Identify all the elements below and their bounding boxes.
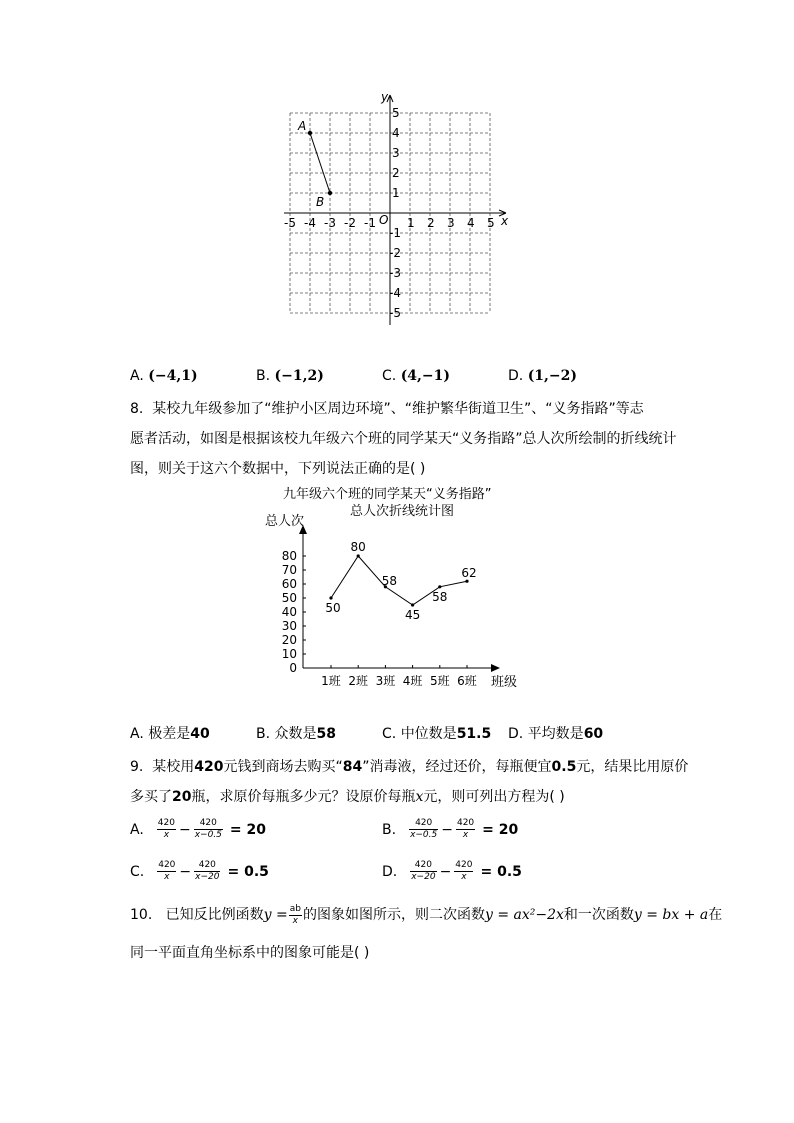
q8-line-1: 某校九年级参加了“维护小区周边环境”、“维护繁华街道卫生”、“义务指路”等志 <box>152 401 644 417</box>
chart-axes <box>265 513 517 690</box>
q9-option-c[interactable] <box>130 860 269 883</box>
fraction: $\frac{420}{x-0.5}$ <box>410 818 438 840</box>
option-text: 极差是 <box>148 726 191 742</box>
q8-option-b[interactable] <box>256 724 336 744</box>
q10-line-2-row <box>130 938 369 968</box>
coordinate-grid-figure <box>280 90 520 330</box>
q8-line-2-row <box>130 424 677 454</box>
y-tick-label: -3 <box>389 266 401 280</box>
chart-series <box>329 554 468 606</box>
q7-option-c[interactable] <box>382 366 450 386</box>
y-tick-label: 4 <box>392 126 400 140</box>
y-tick-label: 30 <box>281 619 297 633</box>
q8-options <box>130 724 690 744</box>
q9-text: 瓶，求原价每瓶多少元？设原价每瓶 <box>191 789 416 805</box>
q7-option-b[interactable] <box>256 366 324 386</box>
y-tick-label: -4 <box>389 286 401 300</box>
x-tick-label: 5班 <box>429 674 450 688</box>
equation-rhs: = 20 <box>229 821 266 838</box>
option-text: 中位数是 <box>400 726 457 742</box>
q8-line-3: 图，则关于这六个数据中，下列说法正确的是( ) <box>130 461 426 477</box>
option-value: 58 <box>316 726 336 742</box>
data-label: 50 <box>325 601 341 615</box>
x-tick-label: 2班 <box>348 674 369 688</box>
minus-sign: − <box>441 821 453 838</box>
q9-stem <box>130 752 688 782</box>
data-point <box>411 603 414 606</box>
option-letter: D. <box>508 368 524 384</box>
option-letter: C. <box>130 863 145 880</box>
y-tick-label: 60 <box>281 577 297 591</box>
data-label: 45 <box>404 608 421 622</box>
equation-rhs: = 20 <box>482 821 519 838</box>
option-letter: B. <box>256 368 271 384</box>
q10-stem <box>130 900 722 930</box>
x-tick-label: -4 <box>304 216 316 230</box>
point-marker <box>328 191 332 195</box>
y-tick-label: 40 <box>281 605 297 619</box>
q10-text: 的图象如图所示，则二次函数 <box>302 907 485 923</box>
q9-option-a[interactable] <box>130 818 266 841</box>
x-tick-label: 4班 <box>402 674 423 688</box>
y-tick-label: 70 <box>281 563 297 577</box>
q10-text: 在 <box>708 907 723 923</box>
q10-text: 已知反比例函数 <box>165 907 264 923</box>
origin-label: O <box>379 213 389 227</box>
segment-ab <box>310 133 330 193</box>
x-tick-label: -2 <box>344 216 356 230</box>
option-letter: A. <box>130 821 144 838</box>
fraction: $\frac{420}{x}$ <box>455 860 473 882</box>
option-letter: B. <box>256 726 271 742</box>
option-text: (−1,2) <box>274 368 324 384</box>
x-tick-label: 1班 <box>321 674 341 688</box>
minus-sign: − <box>179 863 192 880</box>
q9-option-d[interactable] <box>382 860 522 883</box>
y-tick-label: -1 <box>389 226 401 240</box>
q9-option-b[interactable] <box>382 818 518 841</box>
option-value: 40 <box>190 726 210 742</box>
fraction: $\frac{420}{x}$ <box>158 860 176 882</box>
q9-text: 元钱到商场去购买“ <box>223 759 343 775</box>
fraction: $\frac{420}{x-20}$ <box>411 860 436 882</box>
question-number: 9. <box>130 759 144 775</box>
option-value: 51.5 <box>456 726 492 742</box>
q9-text: 元，结果比用原价 <box>576 759 689 775</box>
y-tick-label: 1 <box>392 186 400 200</box>
chart-y-label: 总人次 <box>265 514 305 529</box>
minus-sign: − <box>439 863 452 880</box>
x-axis-label: x <box>501 214 509 228</box>
x-tick-label: -5 <box>284 216 296 230</box>
point-label: A <box>298 119 307 133</box>
q9-number: 84 <box>342 759 363 775</box>
option-letter: A. <box>130 368 144 384</box>
x-tick-label: 3 <box>447 216 455 230</box>
y-tick-label: 3 <box>392 146 400 160</box>
q9-text: ”消毒液，经过还价，每瓶便宜 <box>362 759 552 775</box>
point-label: B <box>316 195 325 209</box>
x-tick-label: 1 <box>407 216 415 230</box>
fraction: $\frac{420}{x-0.5}$ <box>194 818 222 840</box>
fraction: $\frac{420}{x}$ <box>157 818 175 840</box>
question-number: 10. <box>130 907 153 923</box>
data-label: 80 <box>350 540 366 554</box>
x-tick-label: 4 <box>467 216 475 230</box>
option-letter: D. <box>508 726 524 742</box>
x-tick-label: -1 <box>364 216 376 230</box>
q9-text: 多买了 <box>130 789 172 805</box>
y-tick-label: 50 <box>281 591 297 605</box>
option-letter: B. <box>382 821 397 838</box>
option-text: (4,−1) <box>400 368 451 384</box>
y-tick-label: 2 <box>392 166 400 180</box>
chart-x-arrow-icon <box>491 664 500 672</box>
data-label: 62 <box>461 566 477 581</box>
option-letter: C. <box>382 368 397 384</box>
q9-number: 420 <box>194 759 224 775</box>
option-value: 60 <box>583 726 604 742</box>
option-text: (−4,1) <box>148 368 198 384</box>
data-point <box>329 596 332 599</box>
chart-title: 九年级六个班的同学某天“义务指路” <box>283 487 492 502</box>
option-letter: A. <box>130 726 144 742</box>
data-point <box>357 554 360 557</box>
minus-sign: − <box>178 821 191 838</box>
q9-line-2-row <box>130 782 565 812</box>
q10-math: y = <box>263 907 288 923</box>
equation-rhs: = 0.5 <box>227 863 269 880</box>
q9-number: 20 <box>172 789 192 805</box>
option-text: 平均数是 <box>527 726 584 742</box>
option-text: (1,−2) <box>527 368 578 384</box>
data-label: 58 <box>381 573 398 588</box>
y-tick-label: -2 <box>389 246 401 260</box>
fraction: $\frac{420}{x}$ <box>456 818 475 840</box>
x-tick-label: -3 <box>324 216 336 230</box>
y-tick-label: 20 <box>281 633 297 647</box>
fraction: $\frac{ab}{x}$ <box>289 903 301 926</box>
chart-x-label: 班级 <box>491 675 518 690</box>
q8-line-2: 愿者活动，如图是根据该校九年级六个班的同学某天“义务指路”总人次所绘制的折线统计 <box>130 431 677 447</box>
q10-line-2: 同一平面直角坐标系中的图象可能是( ) <box>130 945 370 961</box>
y-tick-label: 80 <box>281 549 297 563</box>
fraction: $\frac{420}{x-20}$ <box>195 860 220 882</box>
q10-math: y = bx + a <box>633 907 709 923</box>
equation-rhs: = 0.5 <box>480 863 522 880</box>
y-tick-label: 0 <box>289 661 297 675</box>
q9-text: 某校用 <box>152 759 195 775</box>
y-tick-label: 5 <box>392 106 400 120</box>
y-axis-label: y <box>381 90 389 104</box>
option-letter: C. <box>382 726 397 742</box>
q10-text: 和一次函数 <box>563 907 634 923</box>
q8-stem <box>130 394 644 424</box>
q9-number: 0.5 <box>551 759 577 775</box>
q9-text: 元，则可列出方程为( ) <box>423 789 565 805</box>
data-label: 58 <box>432 589 448 604</box>
q8-option-d[interactable] <box>508 724 603 744</box>
option-letter: D. <box>382 863 398 880</box>
y-tick-label: 10 <box>281 647 297 661</box>
q10-math: y = ax²−2x <box>484 907 564 923</box>
q7-option-a[interactable] <box>130 366 198 386</box>
x-tick-label: 6班 <box>457 674 477 688</box>
data-point <box>438 585 441 588</box>
q9-variable: x <box>415 789 424 805</box>
option-text: 众数是 <box>274 726 317 742</box>
q7-option-d[interactable] <box>508 366 577 386</box>
line-chart <box>255 512 535 692</box>
q8-option-c[interactable] <box>382 724 491 744</box>
chart-data-labels <box>325 540 476 622</box>
x-tick-label: 2 <box>427 216 435 230</box>
question-number: 8. <box>130 401 144 417</box>
q8-line-3-row <box>130 454 425 484</box>
chart-y-ticks <box>282 549 306 675</box>
points <box>297 119 332 209</box>
y-tick-label: -5 <box>389 306 401 320</box>
x-tick-label: 5 <box>487 216 495 230</box>
x-tick-label: 3班 <box>375 674 396 688</box>
q7-options <box>130 366 690 386</box>
point-marker <box>308 131 312 135</box>
q8-option-a[interactable] <box>130 724 210 744</box>
chart-subtitle: 总人次折线统计图 <box>350 504 455 519</box>
